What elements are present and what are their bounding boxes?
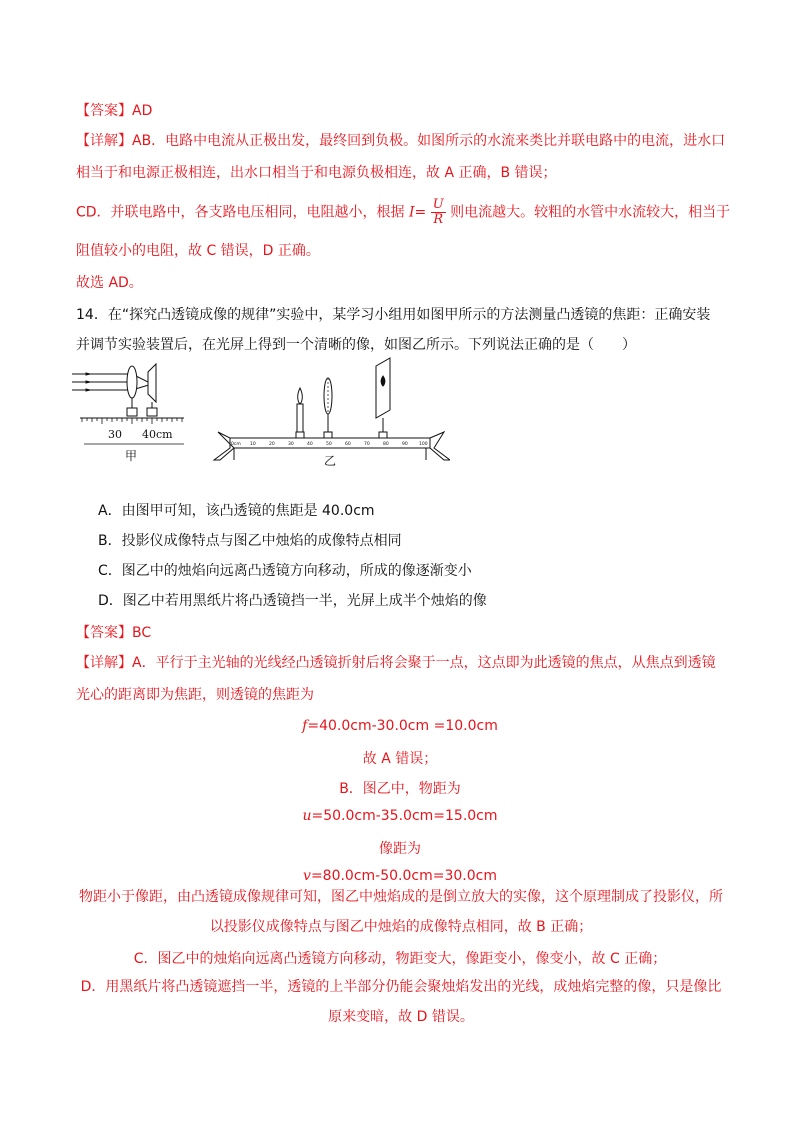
svg-text:100: 100 xyxy=(419,442,428,447)
eq-focal-length: f=40.0cm-30.0cm =10.0cm xyxy=(302,718,498,734)
c-explanation: C．图乙中的烛焰向远离凸透镜方向移动，物距变大，像距变小，像变小，故 C 正确； xyxy=(133,951,667,967)
svg-text:90: 90 xyxy=(402,442,408,447)
eq-image-distance: v=80.0cm-50.0cm=30.0cm xyxy=(303,868,497,884)
image-distance-label: 像距为 xyxy=(379,841,421,857)
svg-text:20: 20 xyxy=(269,442,275,447)
q14-detail-line1: 【详解】A．平行于主光轴的光线经凸透镜折射后将会聚于一点，这点即为此透镜的焦点，从焦点到透镜 xyxy=(76,655,716,671)
screen-icon xyxy=(376,358,390,418)
q13-answer xyxy=(76,100,152,120)
svg-text:50: 50 xyxy=(326,442,332,447)
option-a: A．由图甲可知，该凸透镜的焦距是 40.0cm xyxy=(98,503,375,519)
a-conclusion: 故 A 错误； xyxy=(362,751,438,767)
svg-text:30: 30 xyxy=(288,442,294,447)
q14-stem-line1: 14．在“探究凸透镜成像的规律”实验中，某学习小组用如图甲所示的方法测量凸透镜的焦距：正确安装 xyxy=(76,307,711,323)
option-d: D．图乙中若用黑纸片将凸透镜挡一半，光屏上成半个烛焰的像 xyxy=(98,593,487,609)
jia-tick-40: 40cm xyxy=(142,428,173,441)
svg-text:10: 10 xyxy=(250,442,256,447)
svg-text:80: 80 xyxy=(383,442,389,447)
q14-detail-line2: 光心的距离即为焦距，则透镜的焦距为 xyxy=(76,687,314,703)
q13-detail-line2: 相当于和电源正极相连，出水口相当于和电源负极相连，故 A 正确，B 错误； xyxy=(76,165,557,181)
yi-caption: 乙 xyxy=(324,454,337,466)
formula-denominator: R xyxy=(433,212,444,227)
answer-value: BC xyxy=(132,625,152,641)
formula-eq: = xyxy=(414,204,427,221)
answer-label: 【答案】 xyxy=(76,103,132,119)
b-explanation: 物距小于像距，由凸透镜成像规律可知，图乙中烛焰成的是倒立放大的实像，这个原理制成了投影仪，所以投影仪成像特点与图乙中烛焰的成像特点相同，故 B 正确； xyxy=(79,889,723,935)
q14-stem-line2: 并调节实验装置后，在光屏上得到一个清晰的像，如图乙所示。下列说法正确的是（ ） xyxy=(76,337,636,353)
formula-fraction xyxy=(431,198,446,227)
detail-label: 【详解】 xyxy=(76,655,132,671)
answer-label: 【答案】 xyxy=(76,625,132,641)
q14-answer xyxy=(76,622,151,642)
detail-label: 【详解】 xyxy=(76,133,132,149)
d-explanation: D．用黑纸片将凸透镜遮挡一半，透镜的上半部分仍能会聚烛焰发出的光线，成烛焰完整的像，只是像比原来变暗，故 D 错误。 xyxy=(80,979,722,1025)
formula-numerator: U xyxy=(432,197,444,212)
q13-detail-line1: 【详解】AB．电路中电流从正极出发，最终回到负极。如图所示的水流来类比并联电路中的电流，进水口 xyxy=(76,133,726,149)
jia-ruler-ticks xyxy=(82,418,182,424)
q13-detail-line3: CD．并联电路中，各支路电压相同，电阻越小，根据 I= $\frac{U}{R}$ 则电流越大。较粗的水管中水流较大，相当于 xyxy=(76,197,731,227)
q13-conclusion: 故选 AD。 xyxy=(76,275,143,291)
svg-text:60: 60 xyxy=(345,442,351,447)
jia-tick-30: 30 xyxy=(108,428,122,441)
formula-lhs: I xyxy=(409,204,415,221)
svg-text:0cm: 0cm xyxy=(231,442,241,447)
b-intro: B．图乙中，物距为 xyxy=(339,781,461,797)
option-b: B．投影仪成像特点与图乙中烛焰的成像特点相同 xyxy=(98,533,402,549)
option-c: C．图乙中的烛焰向远离凸透镜方向移动，所成的像逐渐变小 xyxy=(98,563,472,579)
eq-object-distance: u=50.0cm-35.0cm=15.0cm xyxy=(302,808,498,824)
figure-yi xyxy=(212,348,450,466)
jia-caption: 甲 xyxy=(125,449,138,462)
figure-jia xyxy=(72,362,192,462)
answer-value: AD xyxy=(132,103,153,119)
svg-text:40: 40 xyxy=(307,442,313,447)
q13-detail-line4: 阻值较小的电阻，故 C 错误，D 正确。 xyxy=(76,243,320,259)
svg-text:70: 70 xyxy=(364,442,370,447)
candle-flame-icon xyxy=(298,388,303,404)
